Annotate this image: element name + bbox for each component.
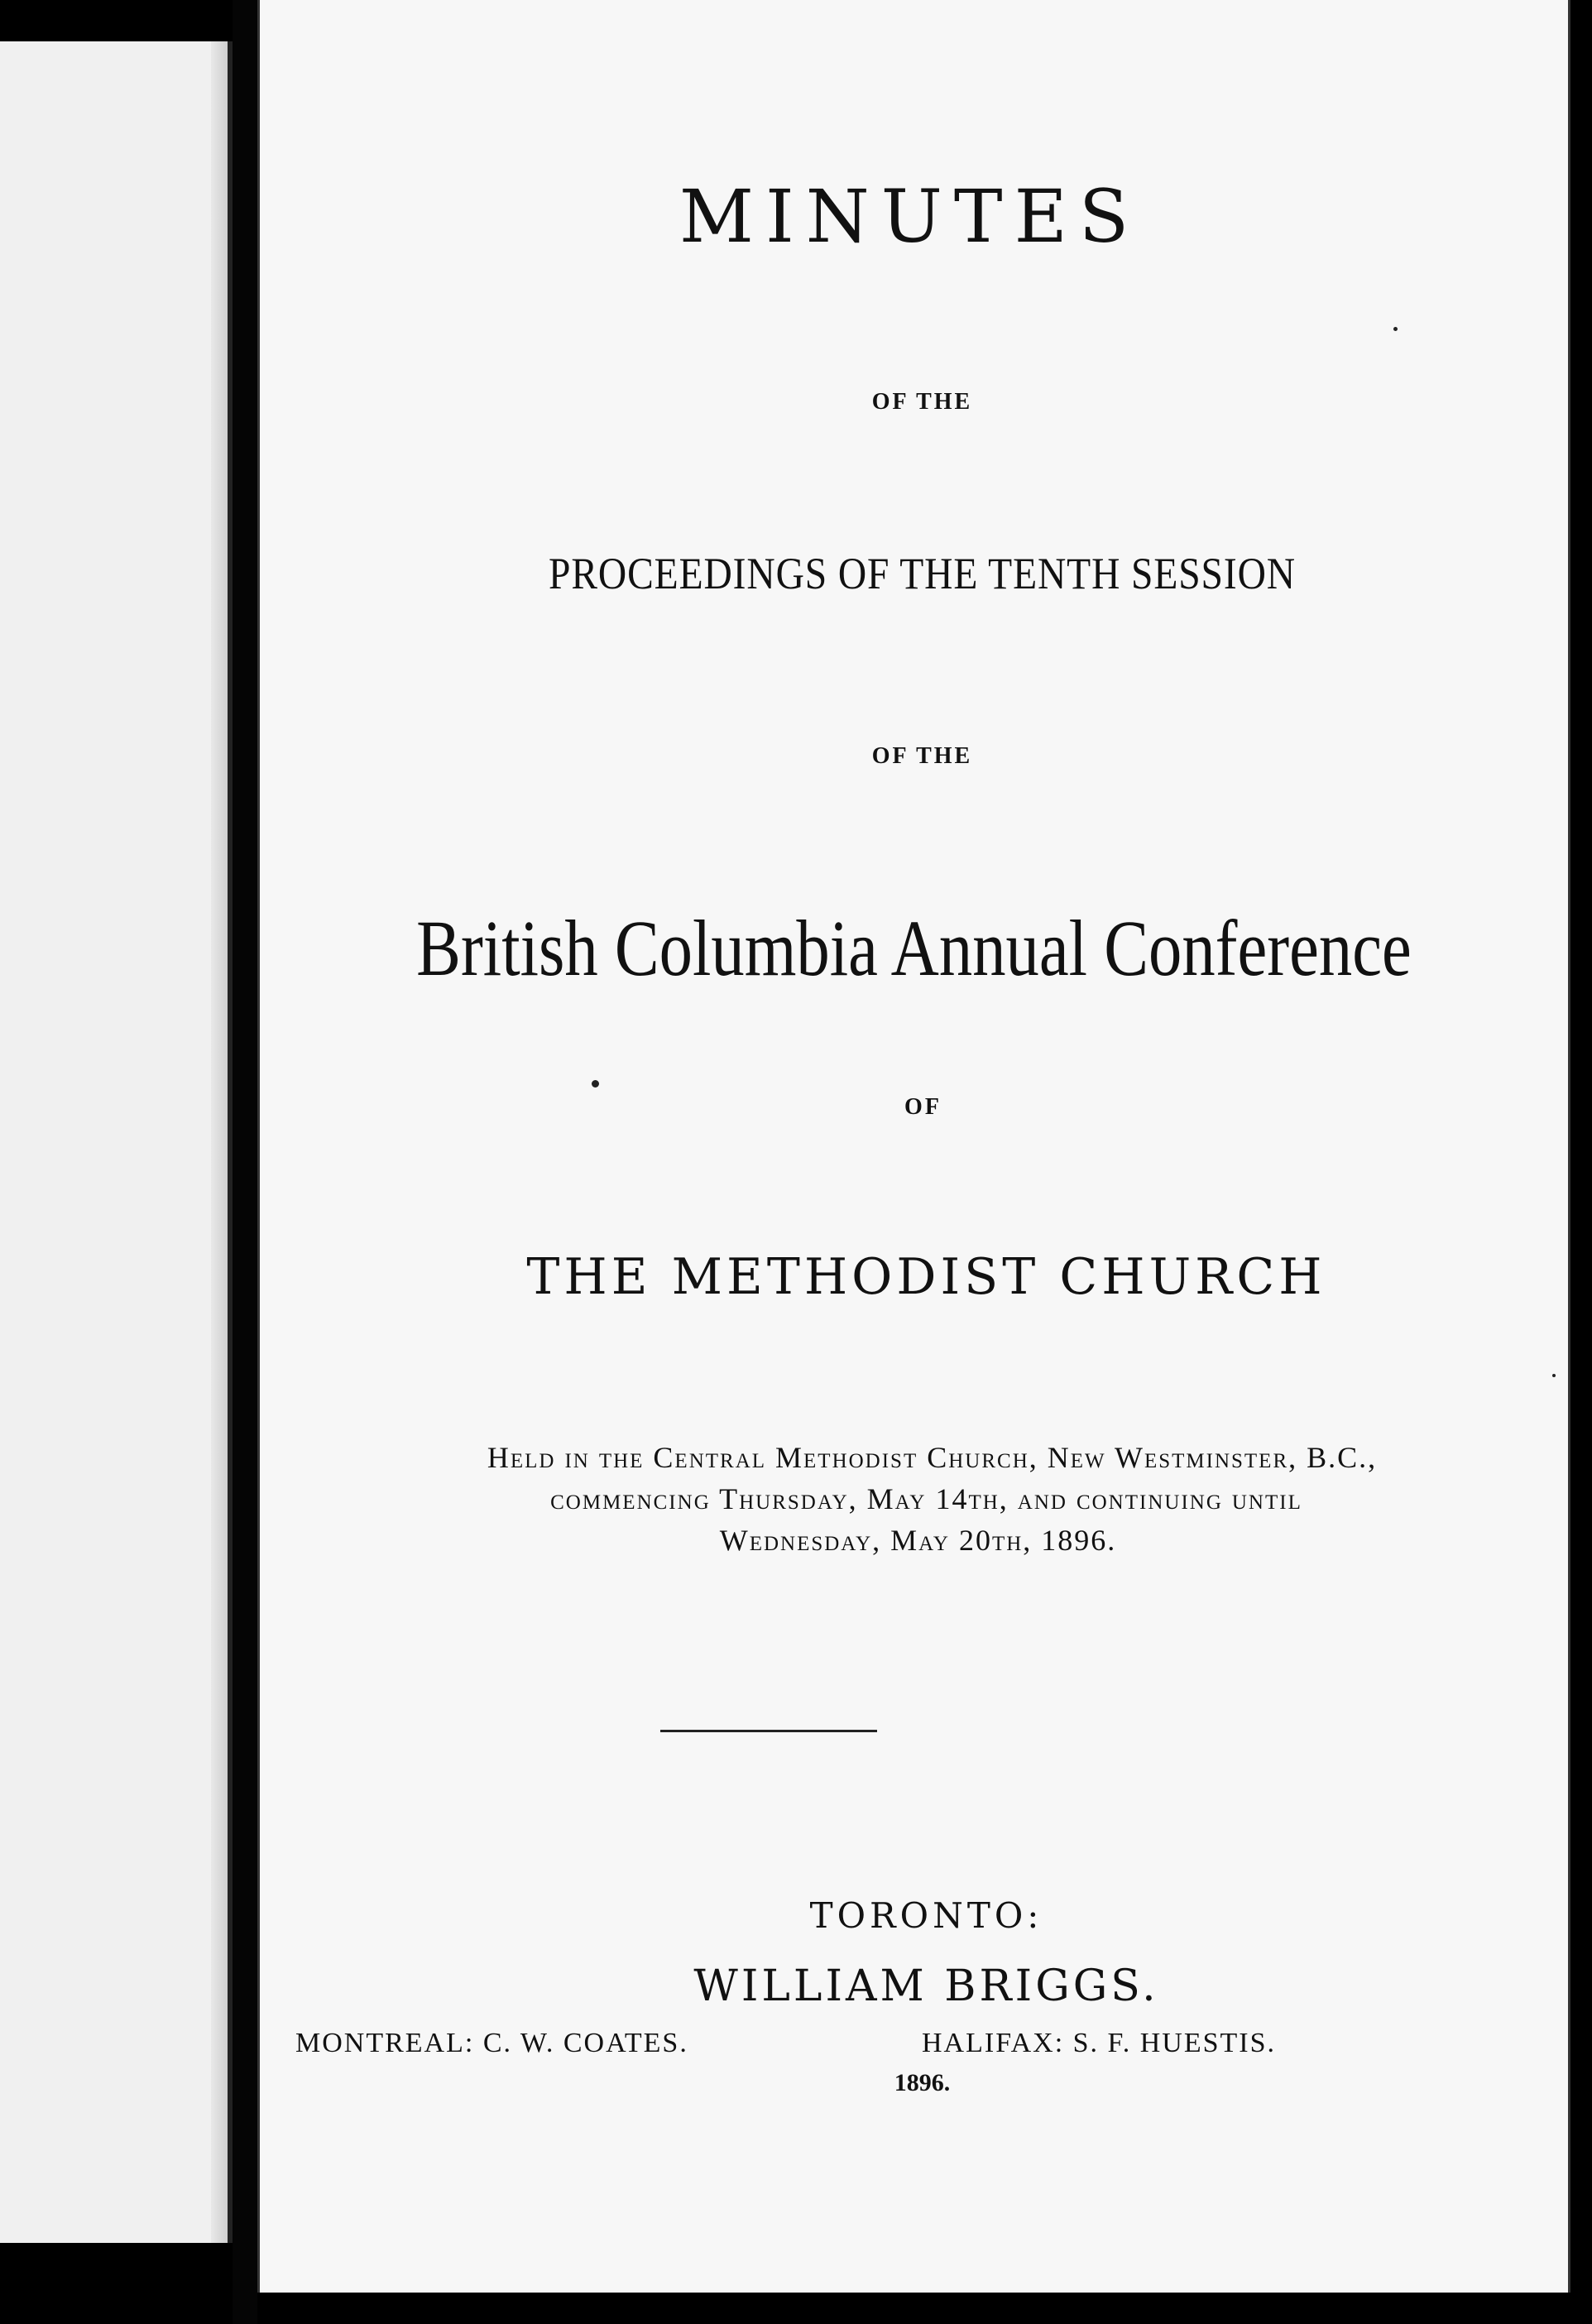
scan-speck [592, 1080, 599, 1088]
horizontal-rule [660, 1730, 877, 1732]
held-line-3: Wednesday, May 20th, 1896. [719, 1524, 1117, 1557]
scan-speck [1393, 327, 1398, 331]
conference-name: British Columbia Annual Conference [416, 904, 1412, 992]
imprint-city: TORONTO: [809, 1895, 1043, 1936]
held-line-1: Held in the Central Methodist Church, New Westminster, B.C., [487, 1441, 1378, 1474]
of-the-line-1: OF THE [871, 389, 973, 415]
book-gutter [233, 0, 257, 2324]
imprint-montreal-agent: MONTREAL: C. W. COATES. [295, 2028, 688, 2058]
facing-page-left [0, 41, 233, 2243]
of-the-line-2: OF THE [871, 743, 973, 769]
document-title: MINUTES [679, 174, 1141, 259]
imprint-halifax-agent: HALIFAX: S. F. HUESTIS. [922, 2028, 1277, 2058]
proceedings-line: PROCEEDINGS OF THE TENTH SESSION [549, 549, 1296, 598]
imprint-year: 1896. [894, 2069, 951, 2096]
page-edge-shadow [211, 41, 228, 2243]
imprint-publisher: WILLIAM BRIGGS. [693, 1961, 1159, 2011]
scan-speck [1552, 1374, 1556, 1377]
held-line-2: commencing Thursday, May 14th, and continuing until [550, 1482, 1302, 1515]
of-line: OF [904, 1094, 942, 1120]
title-page [257, 0, 1570, 2293]
church-name: THE METHODIST CHURCH [526, 1248, 1326, 1306]
